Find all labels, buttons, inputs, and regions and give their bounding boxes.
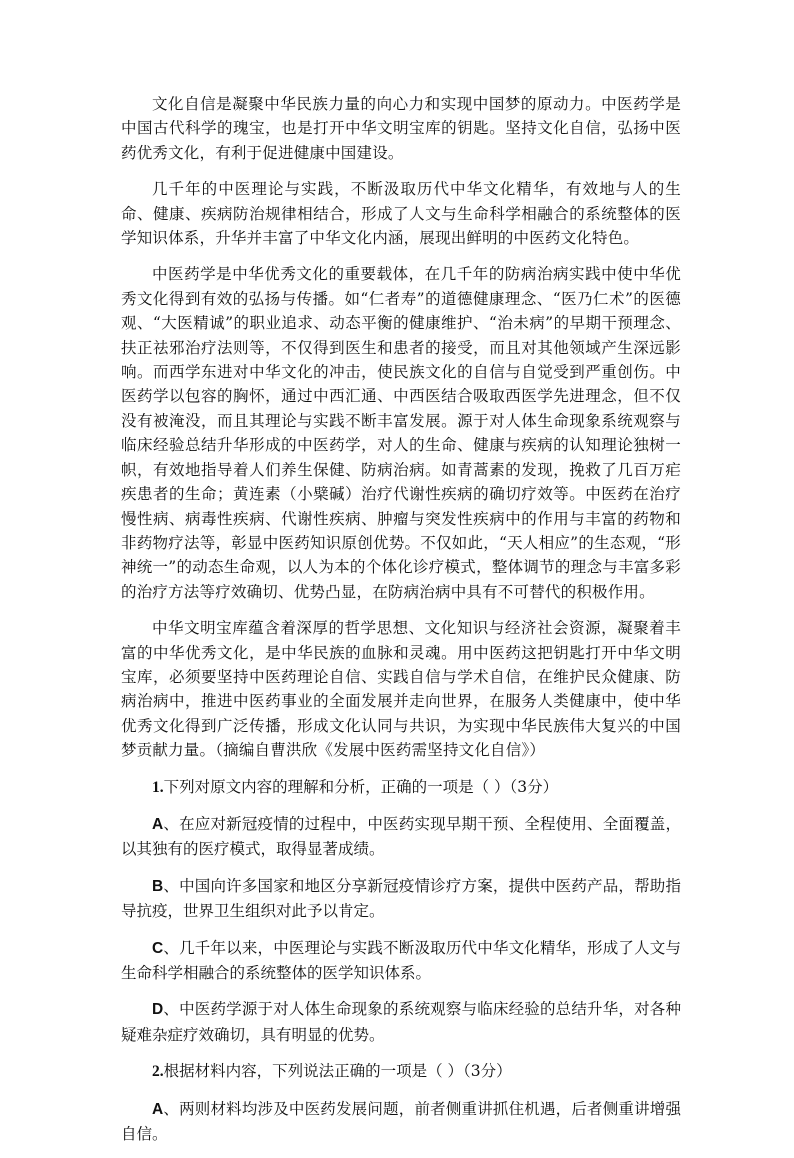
question-2 xyxy=(121,1059,681,1146)
option-text: 、中国向许多国家和地区分享新冠疫情诊疗方案，提供中医药产品，帮助指导抗疫，世界卫生组织对此予以肯定。 xyxy=(121,876,681,921)
passage-paragraph-3: 中医药学是中华优秀文化的重要载体，在几千年的防病治病实践中使中华优秀文化得到有效的弘扬与传播。如“仁者寿”的道德健康理念、“医乃仁术”的医德观、“大医精诚”的职业追求、动态平衡的健康维护、“治未病”的早期干预理念、扶正祛邪治疗法则等，不仅得到医生和患者的接受，而且对其他领域产生深远影响。而西学东进对中华文化的冲击，使民族文化的自信与自觉受到严重创伤。中医药学以包容的胸怀，通过中西汇通、中西医结合吸取西医学先进理念，但不仅没有被淹没，而且其理论与实践不断丰富发展。源于对人体生命现象系统观察与临床经验总结升华形成的中医药学，对人的生命、健康与疾病的认知理论独树一帜，有效地指导着人们养生保健、防病治病。如青蒿素的发现，挽救了几百万疟疾患者的生命；黄连素（小檗碱）治疗代谢性疾病的确切疗效等。中医药在治疗慢性病、病毒性疾病、代谢性疾病、肿瘤与突发性疾病中的作用与丰富的药物和非药物疗法等，彰显中医药知识原创优势。不仅如此，“天人相应”的生态观，“形神统一”的动态生命观，以人为本的个体化诊疗模式，整体调节的理念与丰富多彩的治疗方法等疗效确切、优势凸显，在防病治病中具有不可替代的积极作用。 xyxy=(121,265,681,601)
document-page xyxy=(121,92,681,1158)
question-text: 下列对原文内容的理解和分析，正确的一项是（ ）（3分） xyxy=(163,777,559,796)
question-number: 2. xyxy=(152,1063,164,1081)
option-a xyxy=(121,812,681,862)
option-letter: A xyxy=(152,1100,164,1118)
passage-paragraph-4: 中华文明宝库蕴含着深厚的哲学思想、文化知识与经济社会资源，凝聚着丰富的中华优秀文化，是中华民族的血脉和灵魂。用中医药这把钥匙打开中华文明宝库，必须要坚持中医药理论自信、实践自信与学术自信，在维护民众健康、防病治病中，推进中医药事业的全面发展并走向世界，在服务人类健康中，使中华优秀文化得到广泛传播，形成文化认同与共识，为实现中华民族伟大复兴的中国梦贡献力量。（摘编自曹洪欣《发展中医药需坚持文化自信》） xyxy=(121,619,681,760)
option-b xyxy=(121,874,681,924)
option-text: 、在应对新冠疫情的过程中，中医药实现早期干预、全程使用、全面覆盖，以其独有的医疗模式，取得显著成绩。 xyxy=(121,814,681,859)
passage-paragraph-2: 几千年的中医理论与实践，不断汲取历代中华文化精华，有效地与人的生命、健康、疾病防治规律相结合，形成了人文与生命科学相融合的系统整体的医学知识体系，升华并丰富了中华文化内涵，展现出鲜明的中医药文化特色。 xyxy=(121,180,681,248)
option-letter: A xyxy=(152,815,164,833)
passage-paragraph-1: 文化自信是凝聚中华民族力量的向心力和实现中国梦的原动力。中医药学是中国古代科学的瑰宝，也是打开中华文明宝库的钥匙。坚持文化自信，弘扬中医药优秀文化，有利于促进健康中国建设。 xyxy=(121,95,681,162)
question-number: 1. xyxy=(152,778,164,796)
question-stem xyxy=(121,775,681,800)
question-1 xyxy=(121,775,681,1048)
option-letter: C xyxy=(152,939,164,957)
option-letter: D xyxy=(152,1001,164,1019)
option-text: 、几千年以来，中医理论与实践不断汲取历代中华文化精华，形成了人文与生命科学相融合的系统整体的医学知识体系。 xyxy=(121,938,681,982)
question-text: 根据材料内容，下列说法正确的一项是（ ）（3分） xyxy=(163,1062,512,1081)
option-a xyxy=(121,1097,681,1147)
option-letter: B xyxy=(152,877,164,895)
option-c xyxy=(121,936,681,986)
option-d xyxy=(121,997,681,1047)
option-text: 、两则材料均涉及中医药发展问题，前者侧重讲抓住机遇，后者侧重讲增强自信。 xyxy=(121,1099,681,1144)
option-text: 、中医药学源于对人体生命现象的系统观察与临床经验的总结升华，对各种疑难杂症疗效确切，具有明显的优势。 xyxy=(121,1000,681,1044)
question-stem xyxy=(121,1059,681,1084)
